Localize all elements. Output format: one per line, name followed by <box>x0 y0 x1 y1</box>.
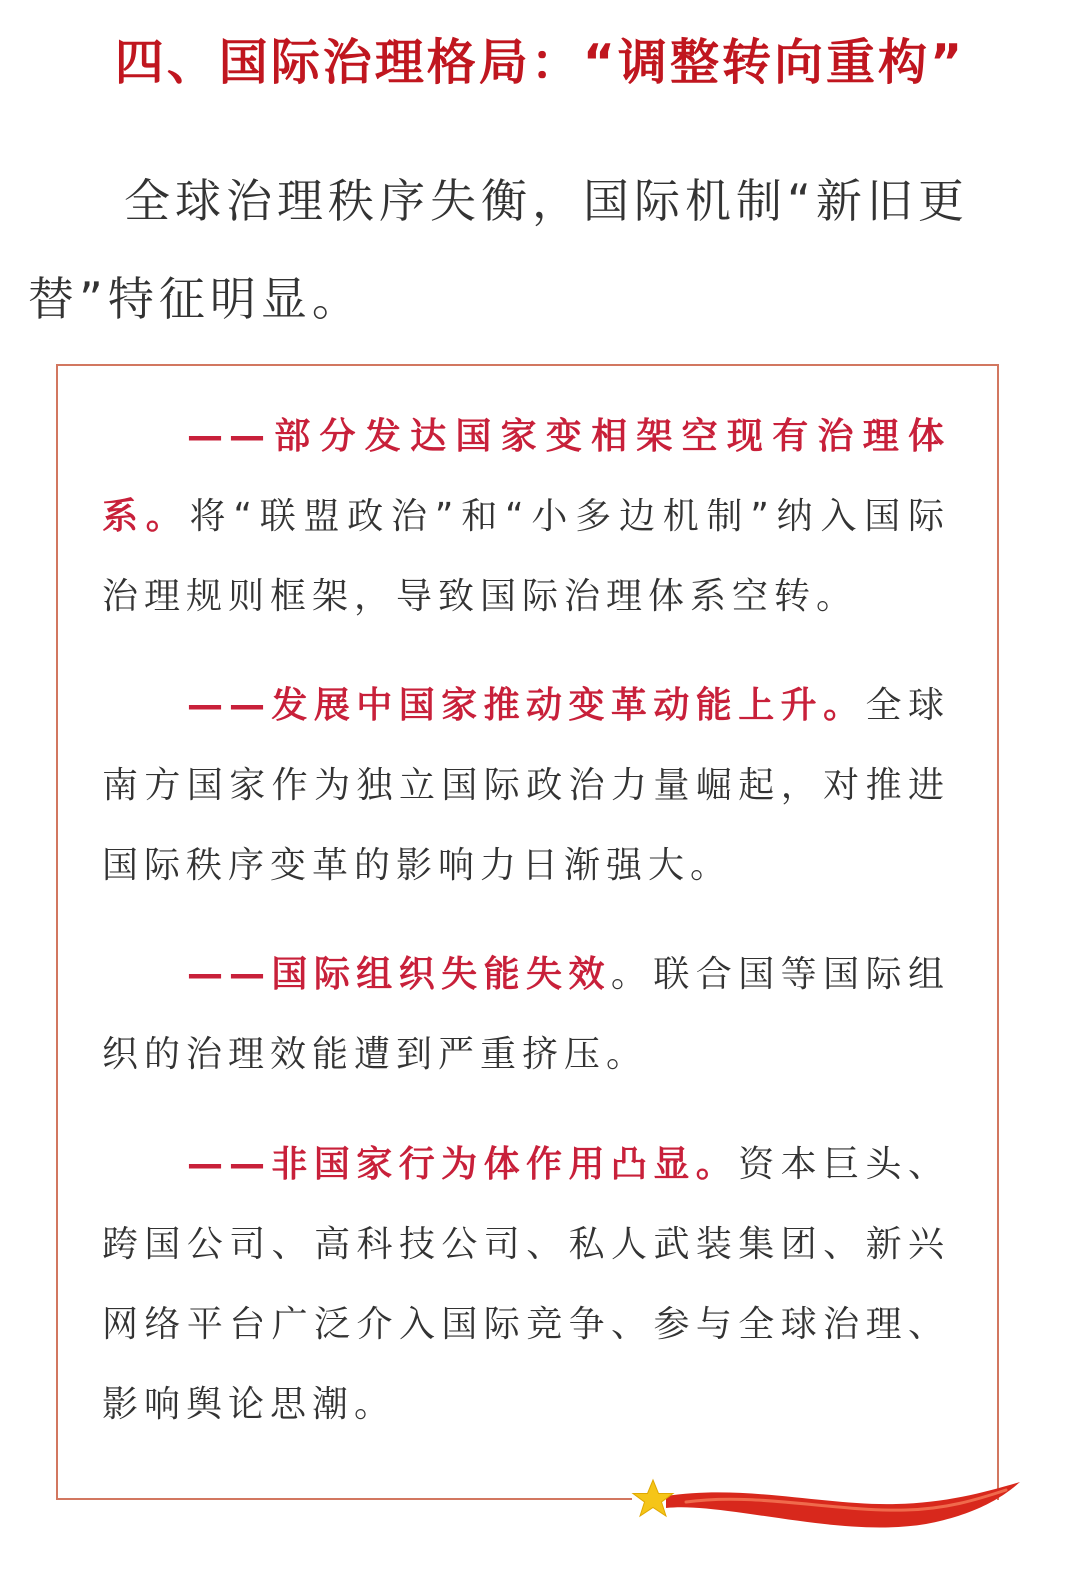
list-item <box>102 397 950 637</box>
ribbon-shape <box>666 1482 1020 1527</box>
item-lead: ——国际组织失能失效 <box>187 954 611 995</box>
frame-bottom-divider <box>56 1498 632 1500</box>
star-ribbon-icon <box>626 1466 1026 1546</box>
item-lead: ——发展中国家推动变革动能上升。 <box>187 685 866 726</box>
item-lead: ——非国家行为体作用凸显。 <box>187 1144 739 1185</box>
item-body: 。联合国等国际组织的治理效能遭到严重挤压。 <box>102 954 950 1075</box>
item-body: 将“联盟政治”和“小多边机制”纳入国际治理规则框架，导致国际治理体系空转。 <box>102 496 950 617</box>
intro-paragraph: 全球治理秩序失衡，国际机制“新旧更替”特征明显。 <box>28 174 969 326</box>
section-heading: 四、国际治理格局：“调整转向重构” <box>114 34 966 91</box>
list-item <box>102 666 950 906</box>
star-icon <box>633 1480 673 1516</box>
item-body: 全球南方国家作为独立国际政治力量崛起，对推进国际秩序变革的影响力日渐强大。 <box>102 685 950 886</box>
list-item <box>102 935 950 1095</box>
item-lead: ——部分发达国家变相架空现有治理体系。 <box>102 416 950 537</box>
list-item <box>102 1125 950 1445</box>
item-body: 资本巨头、跨国公司、高科技公司、私人武装集团、新兴网络平台广泛介入国际竞争、参与全球治理、影响舆论思潮。 <box>102 1144 950 1425</box>
